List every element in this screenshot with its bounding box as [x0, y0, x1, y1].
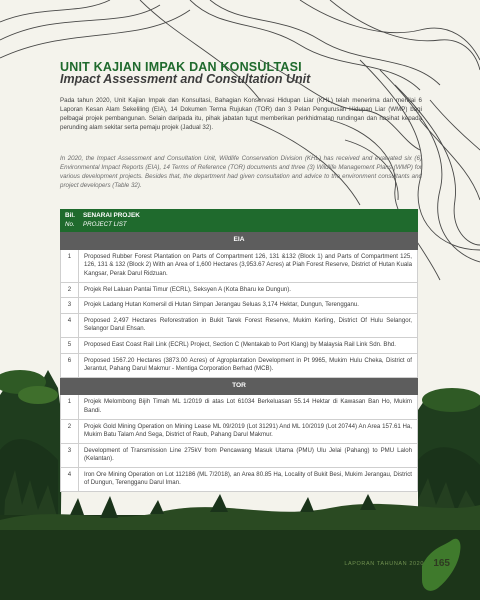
table-row [61, 282, 418, 298]
intro-paragraph-ms: Pada tahun 2020, Unit Kajian Impak dan Konsultasi, Bahagian Konservasi Hidupan Liar (KHL) telah menerima dan menilai 6 Laporan Kesan Alam Sekeliling (EIA), 14 Dokumen Terma Rujukan (TOR) dan 3 Pelan Pengurusan Hidupan Liar (WMP) bagi pelbagai projek pembangunan. Selain daripada itu, pihak jabatan turut memberikan perkhidmatan rundingan dan nasihat kepada perunding alam sekitar serta pemaju projek (Jadual 32). [60, 97, 422, 131]
row-number: 2 [61, 282, 79, 298]
row-number: 3 [61, 443, 79, 467]
row-project: Development of Transmission Line 275kV from Pencawang Masuk Utama (PMU) Ulu Jelai (Pahang) to PMU Laloh (Kelantan). [79, 443, 418, 467]
row-number: 5 [61, 337, 79, 353]
section-row-eia [61, 232, 418, 250]
page-number: 165 [433, 558, 450, 569]
footer-report-label: LAPORAN TAHUNAN 2020 [344, 561, 424, 567]
header-project-en: PROJECT LIST [83, 220, 127, 228]
header-col-no [61, 210, 79, 232]
table-row [61, 419, 418, 443]
table-header-row [61, 210, 418, 232]
row-project: Proposed 1567.20 Hectares (3873.00 Acres) of Agroplantation Development in Pt 9965, Mukim Hulu Cheka, District of Jerantut, Pahang Darul Makmur - Mentiga Corporation Berhad (MCB). [79, 353, 418, 377]
row-project: Projek Gold Mining Operation on Mining Lease ML 09/2019 (Lot 31291) And ML 10/2019 (Lot 20744) An Area 157.61 Ha, Mukim Batu Talam And Sega, District of Raub, Pahang Darul Makmur. [79, 419, 418, 443]
row-number: 1 [61, 249, 79, 282]
table-row [61, 313, 418, 337]
row-project: Proposed 2,497 Hectares Reforestration in Bukit Tarek Forest Reserve, Mukim Kerling, District Of Hulu Selangor, Selangor Darul Ehsan. [79, 313, 418, 337]
table-row [61, 353, 418, 377]
table-row [61, 443, 418, 467]
section-title-eia: EIA [61, 232, 418, 250]
table-row [61, 395, 418, 419]
table-row [61, 298, 418, 314]
row-project: Projek Melombong Bijih Timah ML 1/2019 di atas Lot 61034 Berkeluasan 55.14 Hektar di Kawasan Ban Ho, Mukim Bandi. [79, 395, 418, 419]
header-no-ms: Bil. [65, 212, 75, 219]
row-number: 3 [61, 298, 79, 314]
section-title-tor: TOR [61, 377, 418, 395]
project-list-table [60, 209, 418, 492]
row-number: 4 [61, 467, 79, 491]
row-number: 6 [61, 353, 79, 377]
row-project: Proposed East Coast Rail Link (ECRL) Project, Section C (Mentakab to Port Klang) by Malaysia Rail Link Sdn. Bhd. [79, 337, 418, 353]
row-project: Iron Ore Mining Operation on Lot 112186 (ML 7/2018), an Area 80.85 Ha, Locality of Bukit Besi, Mukim Jerangau, District of Dungun, Terengganu Darul Iman. [79, 467, 418, 491]
row-number: 4 [61, 313, 79, 337]
table-row [61, 249, 418, 282]
section-subtitle: Impact Assessment and Consultation Unit [60, 72, 311, 86]
header-col-project [79, 210, 418, 232]
table-row [61, 337, 418, 353]
row-project: Projek Rel Laluan Pantai Timur (ECRL), Seksyen A (Kota Bharu ke Dungun). [79, 282, 418, 298]
row-project: Proposed Rubber Forest Plantation on Parts of Compartment 126, 131 &132 (Block 1) and Parts of Compartment 125, 126, 131 & 132 (Block 2) With an Area of 1,600 Hectares (3,953.67 Acres) at Piah Forest Reserve, District of Hutan Kuala Kangsar, Perak Darul Ridzuan. [79, 249, 418, 282]
row-number: 2 [61, 419, 79, 443]
section-row-tor [61, 377, 418, 395]
row-project: Projek Ladang Hutan Komersil di Hutan Simpan Jerangau Seluas 3,174 Hektar, Dungun, Terengganu. [79, 298, 418, 314]
header-project-ms: SENARAI PROJEK [83, 212, 140, 219]
header-no-en: No. [65, 220, 75, 228]
section-title: UNIT KAJIAN IMPAK DAN KONSULTASI [60, 60, 302, 74]
row-number: 1 [61, 395, 79, 419]
intro-paragraph-en: In 2020, the Impact Assessment and Consultation Unit, Wildlife Conservation Division (KHL) has received and evaluated six (6) Environmental Impact Reports (EIA), 14 Terms of Reference (TOR) documents and three (3) Wildlife Management Plans (WMP) for various development projects. Besides that, the department had given consultation and advice to the environment consultants and project developers (Table 32). [60, 155, 422, 189]
table-row [61, 467, 418, 491]
